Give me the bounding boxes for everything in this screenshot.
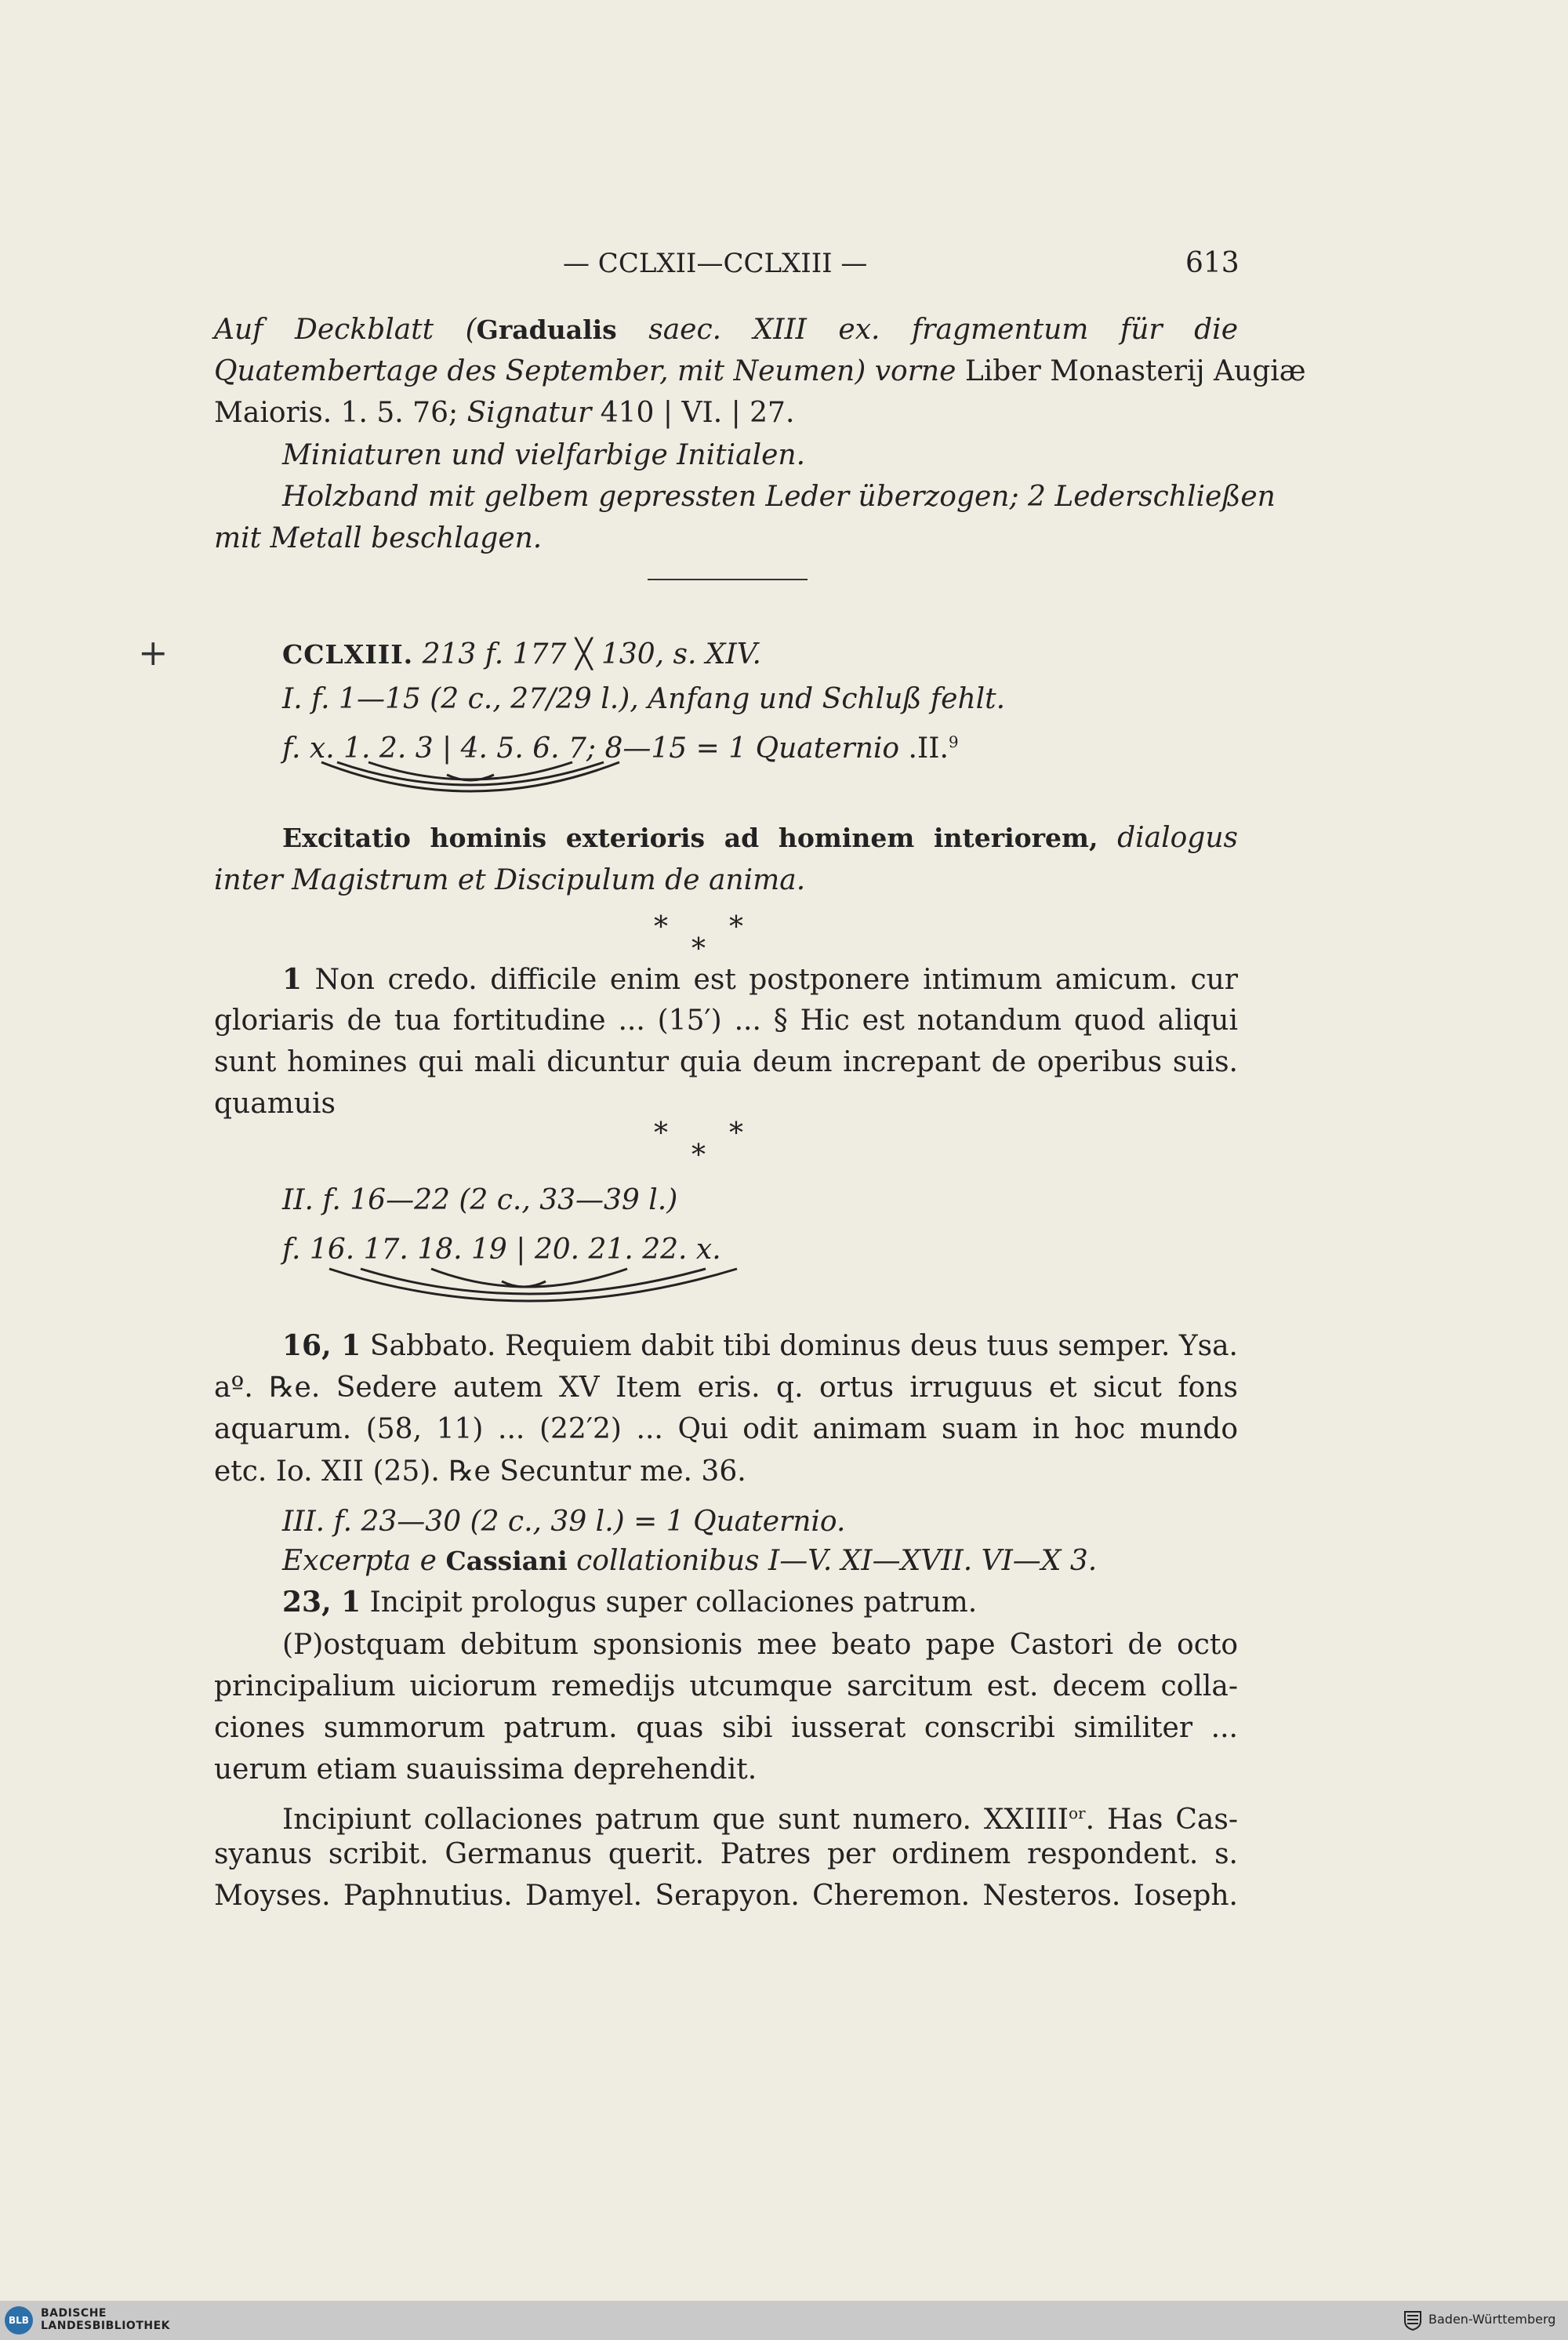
text2-line-2: aº. ℞e. Sedere autem XV Item eris. q. ortus irruguus et sicut fons xyxy=(214,1372,1238,1404)
running-title: — CCLXII—CCLXIII — xyxy=(563,248,868,279)
text2-line-4: etc. Io. XII (25). ℞e Secuntur me. 36. xyxy=(214,1455,746,1488)
asterisk: * xyxy=(729,911,743,943)
holzband-line-1: Holzband mit gelbem gepressten Leder überzogen; 2 Lederschließen xyxy=(282,481,1276,513)
text3-line-8: Moyses. Paphnutius. Damyel. Serapyon. Cheremon. Nesteros. Ioseph. xyxy=(214,1880,1238,1912)
holzband-line-2: mit Metall beschlagen. xyxy=(214,522,543,554)
excitatio-line-1: Excitatio hominis exterioris ad hominem interiorem, dialogus xyxy=(282,822,1239,854)
part1-collation: f. x. 1. 2. 3 | 4. 5. 6. 7; 8—15 = 1 Quaternio .II.$^9$ xyxy=(282,732,959,765)
text2-line-3: aquarum. (58, 11) ... (22′2) ... Qui odit animam suam in hoc mundo xyxy=(214,1413,1238,1445)
text1-line-3: sunt homines qui mali dicuntur quia deum increpant de operibus suis. xyxy=(214,1046,1238,1078)
asterisk: * xyxy=(654,911,668,943)
asterisk: * xyxy=(654,1117,668,1150)
section-divider xyxy=(648,579,808,580)
text3-line-2: (P)ostquam debitum sponsionis mee beato pape Castori de octo xyxy=(282,1629,1238,1661)
part2-heading: II. f. 16—22 (2 c., 33—39 l.) xyxy=(282,1184,678,1216)
text1-line-4: quamuis xyxy=(214,1088,336,1120)
margin-plus-mark: + xyxy=(138,631,169,674)
blb-logo-icon[interactable]: BLB xyxy=(5,2306,33,2335)
deckblatt-line-2: Quatembertage des September, mit Neumen) vorne Liber Monasterij Augiæ xyxy=(214,355,1306,387)
part3-heading: III. f. 23—30 (2 c., 39 l.) = 1 Quaternio. xyxy=(282,1506,846,1538)
baden-wuerttemberg-crest-icon xyxy=(1403,2310,1422,2331)
blb-label-line-2: LANDESBIBLIOTHEK xyxy=(41,2320,171,2332)
text3-line-6: Incipiunt collaciones patrum que sunt numero. $XXIIII^{or}$. Has Cas- xyxy=(282,1804,1239,1836)
quire-arc-outer xyxy=(321,762,619,791)
miniaturen-line: Miniaturen und vielfarbige Initialen. xyxy=(282,439,806,471)
deckblatt-line-1: Auf Deckblatt (Gradualis saec. XIII ex. fragmentum für die xyxy=(214,314,1238,346)
asterisk: * xyxy=(691,933,706,965)
quire-arc-3 xyxy=(368,762,572,779)
page-number: 613 xyxy=(1185,247,1240,279)
blb-label[interactable] xyxy=(41,2307,170,2332)
excitatio-line-2: inter Magistrum et Discipulum de anima. xyxy=(214,864,806,896)
text1-line-2: gloriaris de tua fortitudine ... (15′) ... § Hic est notandum quod aliqui xyxy=(214,1005,1238,1037)
baden-wuerttemberg-label[interactable]: Baden-Württemberg xyxy=(1428,2312,1556,2327)
entry-heading: CCLXIII. 213 f. 177 ╳ 130, s. XIV. xyxy=(282,638,761,670)
asterisk: * xyxy=(691,1139,706,1172)
quire-diagram-2 xyxy=(314,1264,753,1327)
footer-bar xyxy=(0,2301,1568,2340)
text2-line-1: 16, 1 Sabbato. Requiem dabit tibi dominus deus tuus semper. Ysa. xyxy=(282,1329,1239,1362)
deckblatt-line-3: Maioris. 1. 5. 76; Signatur 410 | VI. | 27. xyxy=(214,397,795,429)
part1-heading: I. f. 1—15 (2 c., 27/29 l.), Anfang und Schluß fehlt. xyxy=(282,683,1006,715)
asterisk: * xyxy=(729,1117,743,1150)
quire-diagram-1 xyxy=(314,758,627,820)
text1-line-1: 1 Non credo. difficile enim est postponere intimum amicum. cur xyxy=(282,963,1238,996)
text3-line-3: principalium uiciorum remedijs utcumque sarcitum est. decem colla- xyxy=(214,1670,1238,1702)
part2-collation: f. 16. 17. 18. 19 | 20. 21. 22. x. xyxy=(282,1234,721,1266)
quire-arc-3 xyxy=(431,1269,627,1287)
excerpta-line: Excerpta e Cassiani collationibus I—V. XI—XVII. VI—X 3. xyxy=(282,1545,1098,1577)
text3-line-5: uerum etiam suauissima deprehendit. xyxy=(214,1753,757,1786)
text3-line-1: 23, 1 Incipit prologus super collaciones patrum. xyxy=(282,1586,978,1619)
blb-label-line-1: BADISCHE xyxy=(41,2307,107,2320)
text3-line-7: syanus scribit. Germanus querit. Patres per ordinem respondent. s. xyxy=(214,1838,1238,1870)
text3-line-4: ciones summorum patrum. quas sibi iusserat conscribi similiter ... xyxy=(214,1712,1238,1744)
